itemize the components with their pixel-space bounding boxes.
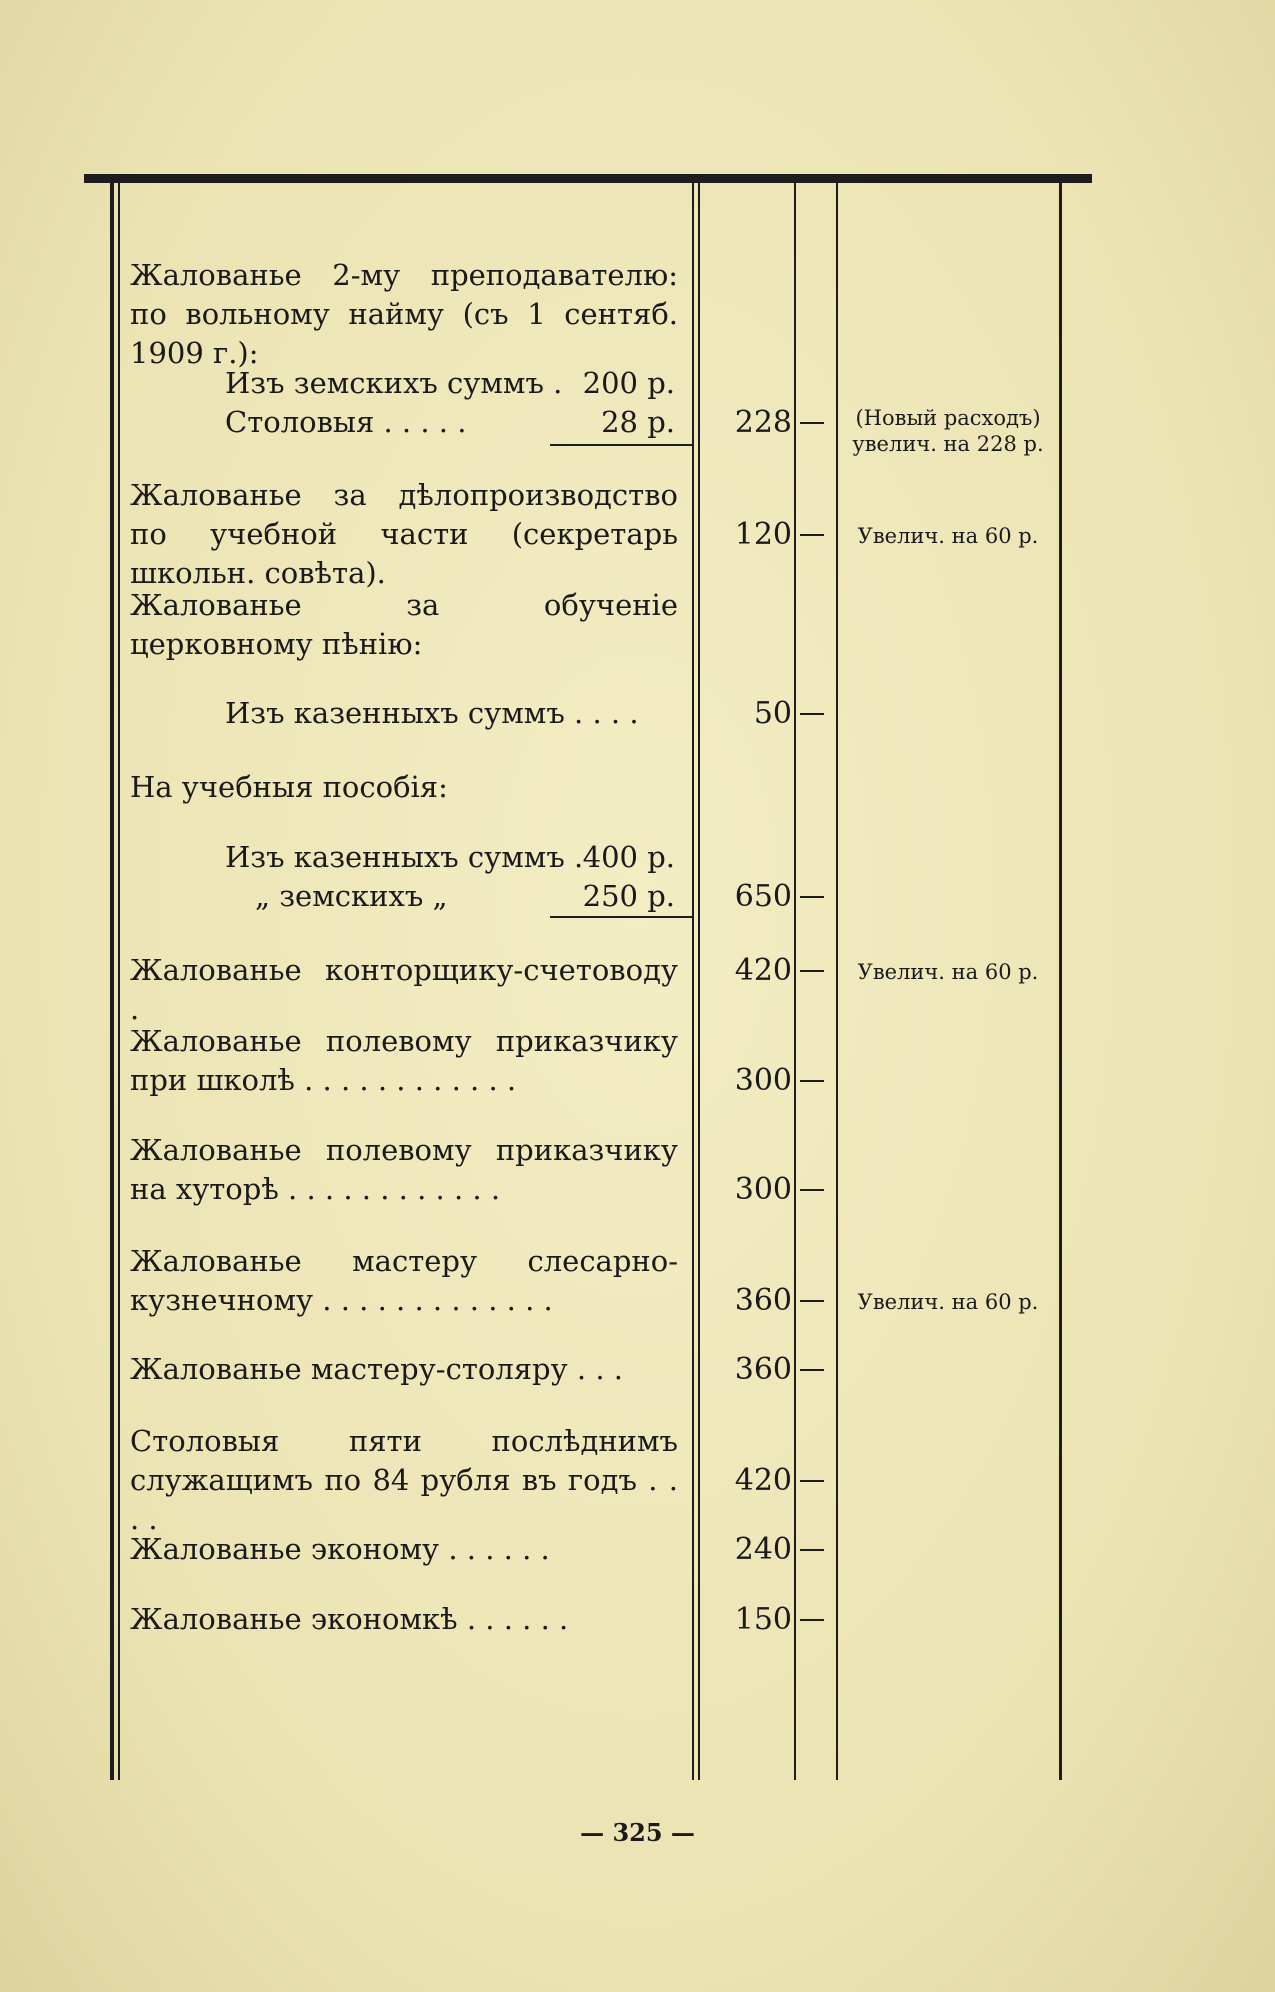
entry-amount: 120 [734, 517, 792, 552]
entry-amount: 300 [734, 1172, 792, 1207]
table-rule-left-inner [118, 183, 120, 1780]
kopeks-dash [800, 1549, 824, 1551]
entry-amount: 360 [734, 1352, 792, 1387]
kopeks-dash [800, 422, 824, 424]
entry-amount: 150 [734, 1602, 792, 1637]
entry-teaching-aids-text: На учебныя пособія: [130, 770, 448, 804]
table-rule-left-outer [110, 183, 114, 1780]
entry-office-clerk-text: Жалованье конторщику-счетоводу . [130, 953, 678, 1026]
entry-note: (Новый расходъ) увелич. на 228 р. [852, 406, 1044, 456]
table-rule-amount [794, 183, 796, 1780]
entry-amount: 420 [734, 1463, 792, 1498]
breakdown-value: 28 р. [601, 405, 675, 439]
entry-amount: 50 [753, 696, 792, 731]
entry-amount: 650 [734, 879, 792, 914]
entry-teacher-breakdown [225, 364, 675, 442]
breakdown-label: Изъ казенныхъ суммъ . [225, 840, 584, 874]
breakdown-value: 250 р. [582, 879, 675, 913]
kopeks-dash [800, 1189, 824, 1191]
breakdown-value: 200 р. [582, 366, 675, 400]
entry-amount: 240 [734, 1532, 792, 1567]
entry-note: Увелич. на 60 р. [857, 960, 1039, 984]
entry-note: Увелич. на 60 р. [857, 1290, 1039, 1314]
entry-clerical-text: Жалованье за дѣлопроизводство по учебной части (секретарь школьн. совѣта). [130, 478, 678, 590]
kopeks-dash [800, 970, 824, 972]
sum-underline [550, 444, 692, 446]
entry-amount: 300 [734, 1063, 792, 1098]
breakdown-line [225, 838, 675, 877]
kopeks-dash [800, 1480, 824, 1482]
page-number: — 325 — [580, 1818, 695, 1847]
breakdown-label: „ земскихъ „ [255, 879, 448, 913]
entry-church-singing-source: Изъ казенныхъ суммъ . . . . [225, 696, 639, 730]
breakdown-line [225, 364, 675, 403]
entry-housekeeper-text: Жалованье экономкѣ . . . . . . [130, 1602, 569, 1636]
breakdown-line [225, 877, 675, 916]
kopeks-dash [800, 534, 824, 536]
entry-meals-text: Столовыя пяти послѣднимъ служащимъ по 84 рубля въ годъ . . . . [130, 1424, 678, 1536]
entry-blacksmith-text: Жалованье мастеру слесарно-кузнечному . . . . . . . . . . . . . [130, 1244, 678, 1317]
breakdown-value: 400 р. [582, 840, 675, 874]
entry-amount: 360 [734, 1283, 792, 1318]
kopeks-dash [800, 1300, 824, 1302]
top-rule [84, 174, 1092, 183]
entry-church-singing-text: Жалованье за обученіе церковному пѣнію: [130, 588, 678, 661]
kopeks-dash [800, 1369, 824, 1371]
kopeks-dash [800, 713, 824, 715]
breakdown-label: Изъ земскихъ суммъ . [225, 366, 563, 400]
entry-steward-text: Жалованье эконому . . . . . . [130, 1532, 550, 1566]
entry-teacher-text: Жалованье 2-му преподавателю: по вольному найму (съ 1 сентяб. 1909 г.): [130, 258, 678, 370]
entry-amount: 228 [734, 405, 792, 440]
breakdown-line [225, 403, 675, 442]
entry-teaching-aids-breakdown [225, 838, 675, 916]
entry-carpenter-text: Жалованье мастеру-столяру . . . [130, 1352, 623, 1386]
entry-note: Увелич. на 60 р. [857, 524, 1039, 548]
breakdown-label: Столовыя . . . . . [225, 405, 467, 439]
sum-underline [550, 916, 692, 918]
entry-field-steward-school-text: Жалованье полевому приказчику при школѣ . . . . . . . . . . . . [130, 1024, 678, 1097]
table-rule-right [1059, 183, 1062, 1780]
table-rule-desc [692, 183, 694, 1780]
kopeks-dash [800, 1619, 824, 1621]
entry-field-steward-farm-text: Жалованье полевому приказчику на хуторѣ . . . . . . . . . . . . [130, 1133, 678, 1206]
entry-amount: 420 [734, 953, 792, 988]
kopeks-dash [800, 896, 824, 898]
kopeks-dash [800, 1080, 824, 1082]
